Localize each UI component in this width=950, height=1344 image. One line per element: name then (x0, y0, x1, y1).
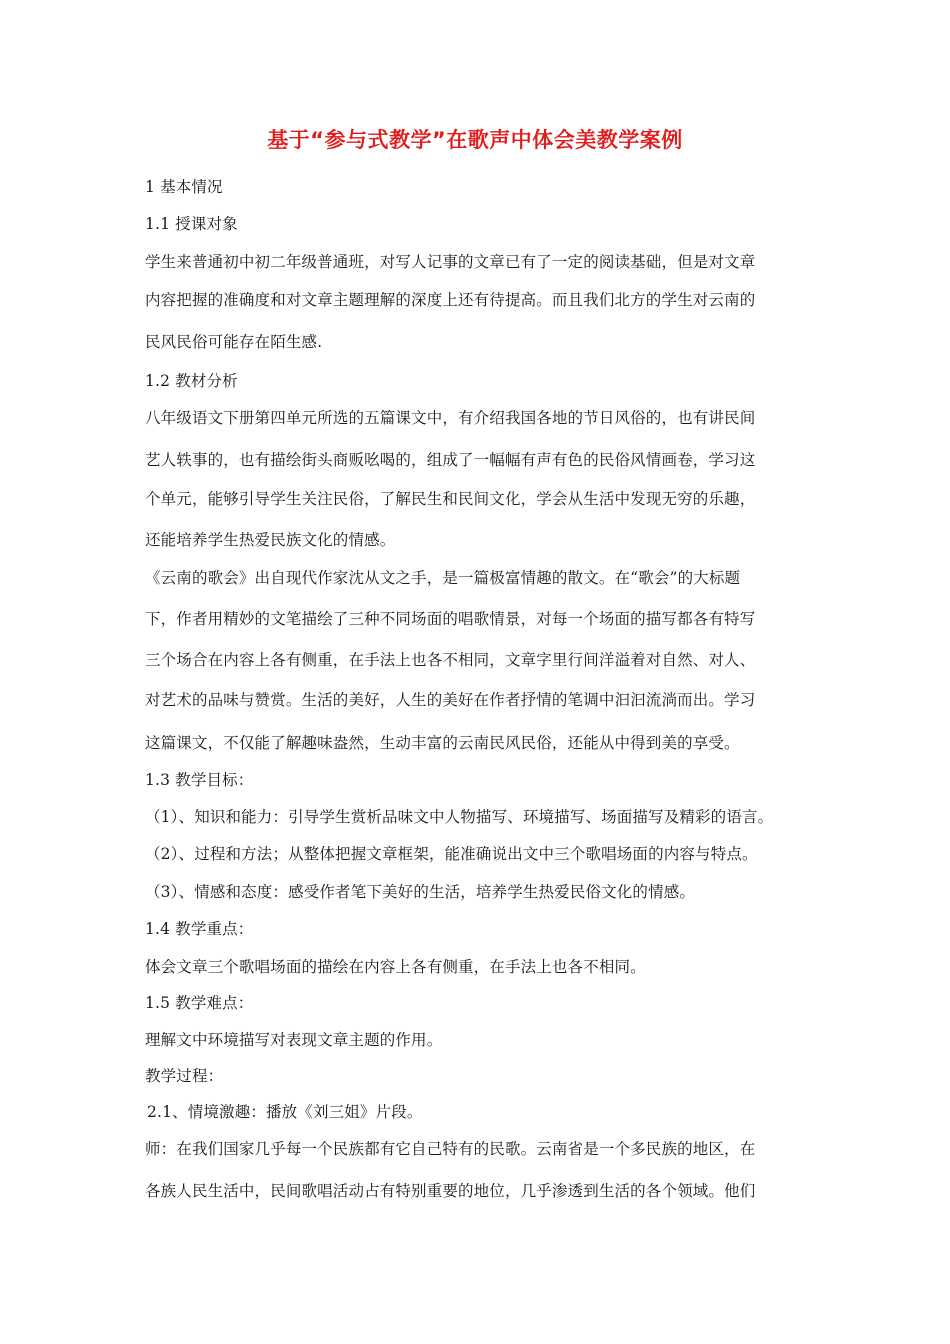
paragraph-line: 体会文章三个歌唱场面的描绘在内容上各有侧重，在手法上也各不相同。 (145, 958, 646, 976)
section-heading-audience: 1.1 授课对象 (145, 215, 238, 233)
section-heading-textbook-analysis: 1.2 教材分析 (145, 372, 238, 390)
paragraph-line: 各族人民生活中，民间歌唱活动占有特别重要的地位，几乎渗透到生活的各个领域。他们 (145, 1182, 756, 1200)
goal-item-process: （2）、过程和方法；从整体把握文章框架，能准确说出文中三个歌唱场面的内容与特点。 (145, 845, 758, 863)
paragraph-line: 这篇课文，不仅能了解趣味盎然，生动丰富的云南民风民俗，还能从中得到美的享受。 (145, 734, 740, 752)
paragraph-line: 内容把握的准确度和对文章主题理解的深度上还有待提高。而且我们北方的学生对云南的 (145, 291, 756, 309)
section-heading-basic-info: 1 基本情况 (145, 178, 223, 196)
goal-item-emotion: （3）、情感和态度：感受作者笔下美好的生活，培养学生热爱民俗文化的情感。 (145, 883, 696, 901)
paragraph-line: 三个场合在内容上各有侧重，在手法上也各不相同，文章字里行间洋溢着对自然、对人、 (145, 651, 756, 669)
paragraph-line: 对艺术的品味与赞赏。生活的美好，人生的美好在作者抒情的笔调中汩汩流淌而出。学习 (145, 691, 756, 709)
section-heading-teaching-process: 教学过程： (145, 1067, 224, 1085)
paragraph-line: 民风民俗可能存在陌生感. (145, 333, 323, 351)
paragraph-line: 学生来普通初中初二年级普通班，对写人记事的文章已有了一定的阅读基础，但是对文章 (145, 253, 756, 271)
paragraph-line: 八年级语文下册第四单元所选的五篇课文中，有介绍我国各地的节日风俗的，也有讲民间 (145, 409, 756, 427)
paragraph-line: 艺人轶事的，也有描绘街头商贩吆喝的，组成了一幅幅有声有色的民俗风情画卷，学习这 (145, 451, 756, 469)
step-heading-scenario: 2.1、情境激趣：播放《刘三姐》片段。 (147, 1103, 423, 1121)
paragraph-line: 师：在我们国家几乎每一个民族都有它自己特有的民歌。云南省是一个多民族的地区，在 (145, 1140, 756, 1158)
paragraph-line: 个单元，能够引导学生关注民俗，了解民生和民间文化，学会从生活中发现无穷的乐趣， (145, 490, 756, 508)
paragraph-line: 理解文中环境描写对表现文章主题的作用。 (145, 1031, 443, 1049)
document-title: 基于“参与式教学”在歌声中体会美教学案例 (267, 128, 683, 152)
paragraph-line: 还能培养学生热爱民族文化的情感。 (145, 531, 396, 549)
section-heading-key-points: 1.4 教学重点： (145, 920, 254, 938)
section-heading-teaching-goals: 1.3 教学目标： (145, 771, 254, 789)
paragraph-line: 下，作者用精妙的文笔描绘了三种不同场面的唱歌情景，对每一个场面的描写都各有特写 (145, 610, 756, 628)
goal-item-knowledge: （1）、知识和能力：引导学生赏析品味文中人物描写、环境描写、场面描写及精彩的语言。 (145, 808, 774, 826)
paragraph-line: 《云南的歌会》出自现代作家沈从文之手，是一篇极富情趣的散文。在“歌会”的大标题 (145, 569, 741, 587)
section-heading-difficulties: 1.5 教学难点： (145, 994, 254, 1012)
